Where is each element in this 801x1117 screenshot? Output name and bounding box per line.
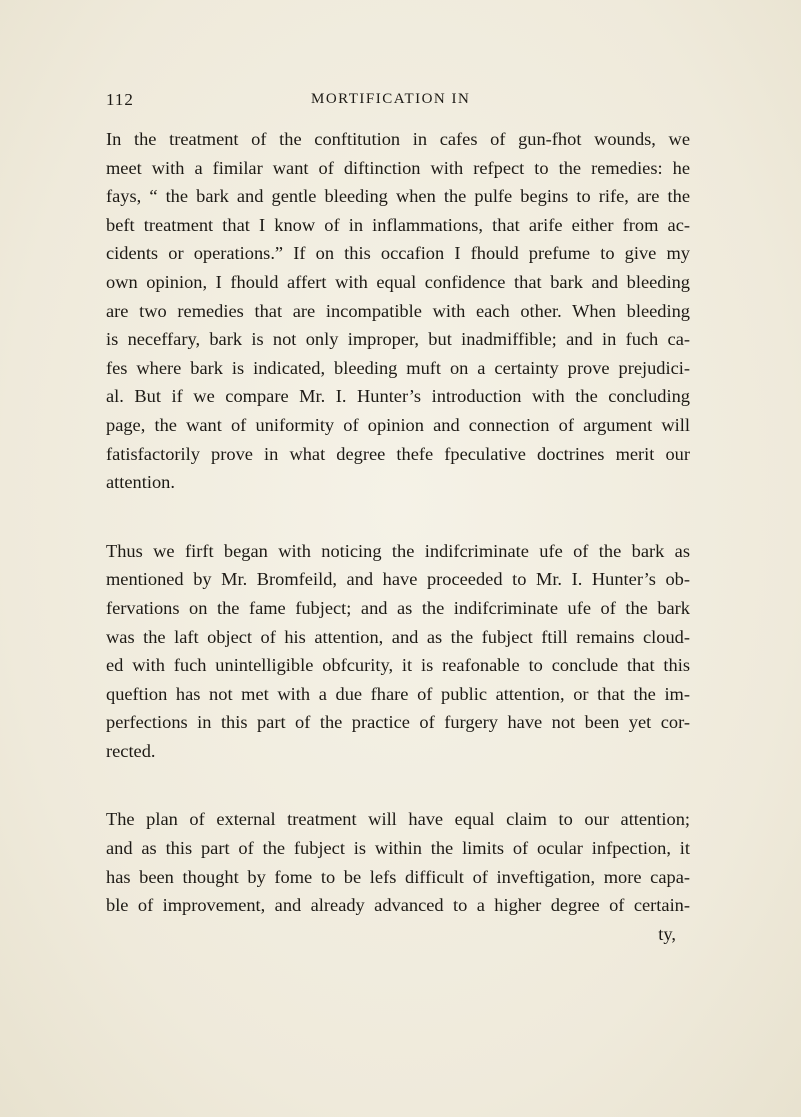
page-header	[106, 90, 686, 114]
text-line: was the laft object of his attention, and as the fubject ftill remains cloud-	[106, 626, 690, 647]
text-line: perfections in this part of the practice of furgery have not been yet cor-	[106, 712, 690, 733]
paragraph-2	[106, 537, 690, 766]
text-line: own opinion, I fhould affert with equal confidence that bark and bleeding	[106, 271, 690, 292]
body-text	[106, 125, 690, 988]
text-line: meet with a fimilar want of diftinction with refpect to the remedies: he	[106, 157, 690, 178]
text-line: al. But if we compare Mr. I. Hunter’s introduction with the concluding	[106, 386, 690, 407]
catchword: ty,	[658, 923, 676, 944]
text-line: ble of improvement, and already advanced to a higher degree of certain-	[106, 895, 690, 916]
text-line: rected.	[106, 740, 156, 761]
text-line: queftion has not met with a due fhare of public attention, or that the im-	[106, 683, 690, 704]
text-line: fays, “ the bark and gentle bleeding when the pulfe begins to rife, are the	[106, 186, 690, 207]
text-line: fervations on the fame fubject; and as the indifcriminate ufe of the bark	[106, 597, 690, 618]
page-number: 112	[106, 90, 134, 109]
paragraph-1	[106, 125, 690, 497]
text-line: is neceffary, bark is not only improper, but inadmiffible; and in fuch ca-	[106, 329, 690, 350]
paragraph-3	[106, 805, 690, 948]
text-line: page, the want of uniformity of opinion and connection of argument will	[106, 414, 690, 435]
text-line: cidents or operations.” If on this occafion I fhould prefume to give my	[106, 243, 690, 264]
text-line: beft treatment that I know of in inflammations, that arife either from ac-	[106, 214, 690, 235]
text-line: The plan of external treatment will have equal claim to our attention;	[106, 809, 690, 830]
text-line: has been thought by fome to be lefs difficult of inveftigation, more capa-	[106, 866, 690, 887]
text-line: In the treatment of the conftitution in cafes of gun-fhot wounds, we	[106, 129, 690, 149]
text-line: fatisfactorily prove in what degree thefe fpeculative doctrines merit our	[106, 443, 690, 464]
text-line: ed with fuch unintelligible obfcurity, it is reafonable to conclude that this	[106, 655, 690, 676]
text-line: are two remedies that are incompatible with each other. When bleeding	[106, 300, 690, 321]
text-line: attention.	[106, 472, 175, 493]
text-line: fes where bark is indicated, bleeding muft on a certainty prove prejudici-	[106, 357, 690, 378]
running-head: MORTIFICATION IN	[311, 91, 471, 107]
text-line: and as this part of the fubject is within the limits of ocular infpection, it	[106, 838, 690, 859]
text-line: Thus we firft began with noticing the indifcriminate ufe of the bark as	[106, 540, 690, 561]
text-line: mentioned by Mr. Bromfeild, and have proceeded to Mr. I. Hunter’s ob-	[106, 569, 690, 590]
